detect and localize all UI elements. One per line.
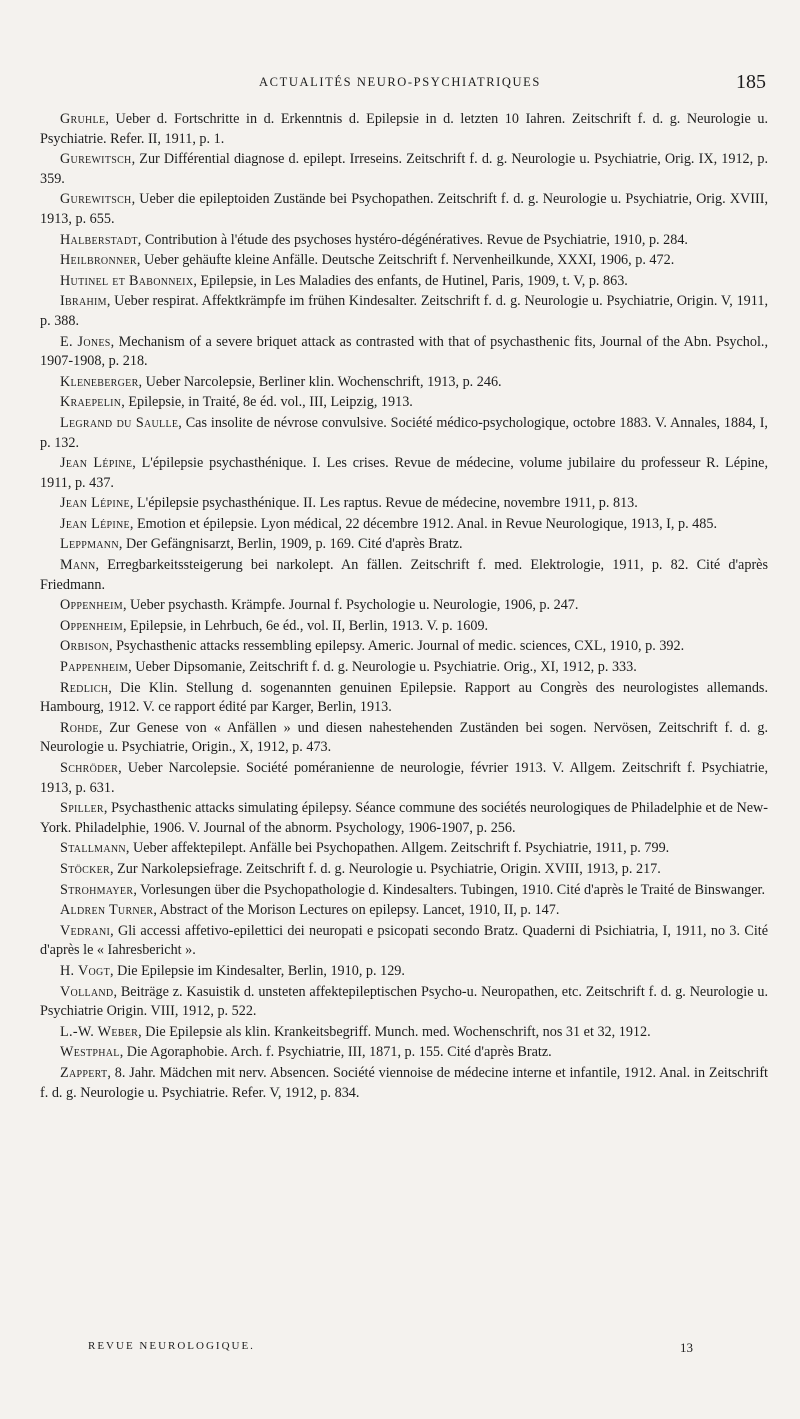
reference-author: L.-W. Weber: [60, 1023, 139, 1040]
reference-text: , Zur Genese von « Anfällen » und diesen nahestehenden Zuständen bei sogen. Nervösen, Zeitschrift f. d. g. Neurologie u. Psychiatrie, Origin., X, 1912, p. 473.: [40, 719, 768, 756]
reference-text: , Die Klin. Stellung d. sogenannten genuinen Epilepsie. Rapport au Congrès des neurologistes allemands. Hambourg, 1912. V. ce rapport édité par Karger, Berlin, 1913.: [40, 679, 768, 716]
reference-text: , Ueber affektepilept. Anfälle bei Psychopathen. Allgem. Zeitschrift f. Psychiatrie, 1911, p. 799.: [125, 840, 670, 857]
page-number: 185: [736, 71, 766, 93]
reference-author: Schröder: [60, 760, 119, 776]
running-title: ACTUALITÉS NEURO-PSYCHIATRIQUES: [259, 75, 541, 89]
reference-author: Jean Lépine: [60, 515, 130, 532]
reference-entry: [40, 1023, 768, 1043]
reference-author: Vedrani: [60, 922, 111, 939]
reference-entry: [40, 839, 768, 859]
reference-entry: [40, 231, 768, 251]
reference-entry: [40, 393, 768, 413]
reference-text: , Abstract of the Morison Lectures on epilepsy. Lancet, 1910, II, p. 147.: [153, 902, 560, 919]
reference-entry: [40, 901, 768, 921]
reference-text: , Ueber respirat. Affektkrämpfe im frühen Kindesalter. Zeitschrift f. d. g. Neurologie u. Psychiatrie, Origin. V, 1911, p. 388.: [40, 293, 768, 329]
reference-author: Gurewitsch: [60, 191, 132, 208]
reference-author: Heilbronner: [60, 252, 137, 269]
footer-journal-name: REVUE NEUROLOGIQUE.: [88, 1340, 255, 1352]
reference-text: , Die Epilepsie als klin. Krankeitsbegriff. Munch. med. Wochenschrift, nos 31 et 32, 1912.: [138, 1023, 651, 1040]
reference-entry: [40, 414, 768, 453]
reference-text: , Gli accessi affetivo-epilettici dei neuropati e psicopati secondo Bratz. Quaderni di Psichiatria, I, 1911, no 3. Cité d'après le « Iahresbericht ».: [40, 922, 768, 959]
reference-text: , Emotion et épilepsie. Lyon médical, 22 décembre 1912. Anal. in Revue Neurologique, 1913, I, p. 485.: [129, 515, 717, 532]
reference-text: , Ueber die epileptoiden Zustände bei Psychopathen. Zeitschrift f. d. g. Neurologie u. Psychiatrie, Orig. XVIII, 1913, p. 655.: [40, 191, 768, 227]
reference-text: , Epilepsie, in Les Maladies des enfants, de Hutinel, Paris, 1909, t. V, p. 863.: [193, 272, 628, 289]
reference-list: [40, 110, 768, 1104]
reference-entry: [40, 1064, 768, 1103]
reference-entry: [40, 881, 768, 901]
reference-entry: [40, 535, 768, 555]
reference-author: Hutinel et Babonneix: [60, 272, 194, 289]
reference-author: Leppmann: [60, 536, 119, 553]
reference-author: Stöcker: [60, 860, 110, 877]
reference-author: Zappert: [60, 1064, 108, 1081]
reference-entry: [40, 1043, 768, 1063]
reference-author: Jean Lépine: [60, 455, 133, 472]
reference-author: Legrand du Saulle: [60, 414, 179, 431]
reference-text: , L'épilepsie psychasthénique. I. Les crises. Revue de médecine, volume jubilaire du professeur R. Lépine, 1911, p. 437.: [40, 455, 768, 491]
reference-entry: [40, 373, 768, 393]
reference-author: Gurewitsch: [60, 151, 132, 168]
reference-entry: [40, 658, 768, 678]
reference-entry: [40, 596, 768, 616]
reference-text: , Cas insolite de névrose convulsive. Société médico-psychologique, octobre 1883. V. Annales, 1884, I, p. 132.: [40, 414, 768, 451]
reference-author: Volland: [60, 983, 114, 1000]
reference-author: Gruhle: [60, 111, 106, 127]
reference-text: , Beiträge z. Kasuistik d. unsteten affektepileptischen Psycho-u. Neuropathen, etc. Zeitschrift f. d. g. Neurologie u. Psychiatrie Origin. VIII, 1912, p. 522.: [40, 983, 768, 1020]
reference-author: Redlich: [60, 679, 109, 696]
reference-author: Kleneberger: [60, 373, 139, 390]
reference-author: Spiller: [60, 800, 104, 817]
reference-author: Halberstadt: [60, 231, 138, 248]
reference-text: , Zur Différential diagnose d. epilept. Irreseins. Zeitschrift f. d. g. Neurologie u. Psychiatrie, Orig. IX, 1912, p. 359.: [40, 151, 768, 187]
reference-author: Stallmann: [60, 840, 126, 857]
reference-text: , 8. Jahr. Mädchen mit nerv. Absencen. Société viennoise de médecine interne et infantile, 1912. Anal. in Zeitschrift f. d. g. Neurologie u. Psychiatrie. Refer. V, 1912, p. 834.: [40, 1064, 768, 1101]
reference-entry: [40, 556, 768, 595]
reference-text: , Erregbarkeitssteigerung bei narkolept. An fällen. Zeitschrift f. med. Elektrologie, 1911, p. 82. Cité d'après Friedmann.: [40, 557, 768, 593]
reference-text: , Ueber Dipsomanie, Zeitschrift f. d. g. Neurologie u. Psychiatrie. Orig., XI, 1912, p. 333.: [128, 659, 637, 676]
reference-author: Pappenheim: [60, 659, 129, 676]
reference-author: Westphal: [60, 1044, 120, 1061]
reference-entry: [40, 962, 768, 982]
reference-author: Aldren Turner: [60, 902, 154, 919]
reference-entry: [40, 454, 768, 493]
reference-text: , Ueber psychasth. Krämpfe. Journal f. Psychologie u. Neurologie, 1906, p. 247.: [122, 597, 579, 614]
reference-entry: [40, 150, 768, 189]
reference-author: E. Jones: [60, 333, 111, 350]
reference-entry: [40, 860, 768, 880]
reference-entry: [40, 494, 768, 514]
reference-author: Jean Lépine: [60, 495, 130, 512]
reference-text: , Epilepsie, in Traité, 8e éd. vol., III, Leipzig, 1913.: [121, 394, 413, 411]
reference-text: , Epilepsie, in Lehrbuch, 6e éd., vol. II, Berlin, 1913. V. p. 1609.: [122, 617, 489, 634]
reference-entry: [40, 110, 768, 149]
reference-text: , Zur Narkolepsiefrage. Zeitschrift f. d. g. Neurologie u. Psychiatrie, Origin. XVIII, 1913, p. 217.: [110, 860, 661, 877]
reference-text: , Psychasthenic attacks simulating épilepsy. Séance commune des sociétés neurologiques de Philadelphie et de New-York. Philadelphie, 1906. V. Journal of the abnorm. Psychology, 1906-1907, p. 256.: [40, 800, 768, 836]
reference-entry: [40, 922, 768, 961]
reference-author: Kraepelin: [60, 394, 122, 411]
reference-text: , Die Epilepsie im Kindesalter, Berlin, 1910, p. 129.: [109, 962, 405, 979]
reference-entry: [40, 799, 768, 838]
reference-text: , Psychasthenic attacks ressembling epilepsy. Americ. Journal of medic. sciences, CXL, 1910, p. 392.: [109, 638, 685, 655]
reference-text: , Ueber gehäufte kleine Anfälle. Deutsche Zeitschrift f. Nervenheilkunde, XXXI, 1906, p. 472.: [136, 252, 675, 269]
reference-text: , Ueber d. Fortschritte in d. Erkenntnis d. Epilepsie in d. letzten 10 Iahren. Zeitschrift f. d. g. Neurologie u. Psychiatrie. Refer. II, 1911, p. 1.: [40, 111, 768, 147]
reference-entry: [40, 333, 768, 372]
page-header: [0, 71, 800, 105]
reference-entry: [40, 617, 768, 637]
reference-author: Rohde: [60, 719, 99, 736]
reference-entry: [40, 272, 768, 292]
reference-entry: [40, 515, 768, 535]
reference-entry: [40, 190, 768, 229]
reference-text: , Mechanism of a severe briquet attack as contrasted with that of psychasthenic fits, Journal of the Abn. Psychol., 1907-1908, p. 218.: [40, 333, 769, 370]
footer-signature: 13: [680, 1340, 693, 1355]
reference-entry: [40, 637, 768, 657]
reference-text: , Ueber Narcolepsie. Société poméranienne de neurologie, février 1913. V. Allgem. Zeitschrift f. Psychiatrie, 1913, p. 631.: [40, 760, 768, 796]
reference-author: Orbison: [60, 638, 110, 655]
reference-text: , L'épilepsie psychasthénique. II. Les raptus. Revue de médecine, novembre 1911, p. 813.: [129, 495, 638, 512]
reference-author: Oppenheim: [60, 597, 123, 614]
reference-text: , Der Gefängnisarzt, Berlin, 1909, p. 169. Cité d'après Bratz.: [118, 536, 463, 553]
reference-entry: [40, 759, 768, 798]
reference-text: , Contribution à l'étude des psychoses hystéro-dégénératives. Revue de Psychiatrie, 1910, p. 284.: [137, 231, 688, 248]
reference-text: , Ueber Narcolepsie, Berliner klin. Wochenschrift, 1913, p. 246.: [138, 373, 502, 390]
reference-author: Ibrahim: [60, 293, 107, 310]
reference-entry: [40, 679, 768, 718]
page-footer: [0, 1340, 800, 1380]
reference-entry: [40, 292, 768, 331]
reference-author: Strohmayer: [60, 881, 134, 898]
reference-entry: [40, 983, 768, 1022]
reference-text: , Die Agoraphobie. Arch. f. Psychiatrie, III, 1871, p. 155. Cité d'après Bratz.: [119, 1044, 552, 1061]
reference-author: H. Vogt: [60, 962, 110, 979]
reference-entry: [40, 719, 768, 758]
reference-author: Mann: [60, 557, 96, 574]
reference-entry: [40, 251, 768, 271]
reference-author: Oppenheim: [60, 617, 123, 634]
reference-text: , Vorlesungen über die Psychopathologie d. Kindesalters. Tubingen, 1910. Cité d'après le Traité de Binswanger.: [133, 881, 766, 898]
